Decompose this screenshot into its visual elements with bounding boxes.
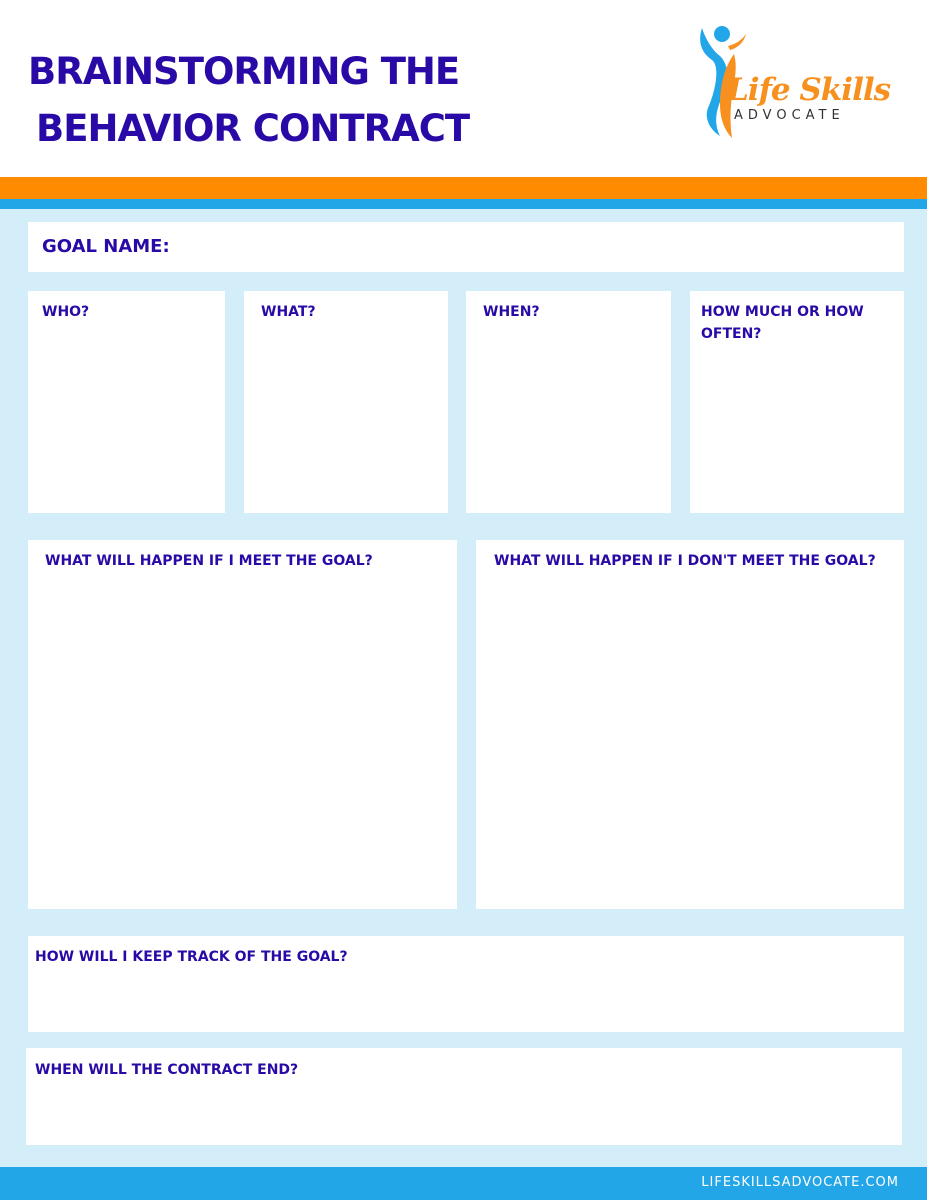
not-meet-goal-field[interactable] <box>476 540 904 909</box>
meet-goal-label: WHAT WILL HAPPEN IF I MEET THE GOAL? <box>45 553 373 569</box>
form-panel <box>0 209 927 1167</box>
logo-script-text: Life Skills <box>727 72 891 108</box>
when-label: WHEN? <box>483 304 540 320</box>
contract-end-label: WHEN WILL THE CONTRACT END? <box>35 1062 299 1078</box>
life-skills-advocate-logo <box>690 20 890 145</box>
keep-track-label: HOW WILL I KEEP TRACK OF THE GOAL? <box>35 949 348 965</box>
footer-band <box>0 1167 927 1200</box>
what-label: WHAT? <box>261 304 316 320</box>
header-blue-band <box>0 199 927 209</box>
contract-end-field[interactable] <box>26 1048 902 1145</box>
who-label: WHO? <box>42 304 90 320</box>
logo-subtitle: ADVOCATE <box>734 108 845 123</box>
not-meet-goal-label: WHAT WILL HAPPEN IF I DON'T MEET THE GOAL? <box>494 553 876 569</box>
page-title-line-2: BEHAVIOR CONTRACT <box>36 107 470 150</box>
header-orange-band <box>0 177 927 199</box>
goal-name-label: GOAL NAME: <box>42 236 170 257</box>
how-much-label: HOW MUCH OR HOW OFTEN? <box>701 304 864 342</box>
how-much-field[interactable] <box>690 291 904 513</box>
when-field[interactable] <box>466 291 671 513</box>
what-field[interactable] <box>244 291 448 513</box>
meet-goal-field[interactable] <box>28 540 457 909</box>
keep-track-field[interactable] <box>28 936 904 1032</box>
footer-url: LIFESKILLSADVOCATE.COM <box>701 1175 899 1190</box>
who-field[interactable] <box>28 291 225 513</box>
goal-name-field[interactable] <box>28 222 904 272</box>
page-title-line-1: BRAINSTORMING THE <box>28 50 460 93</box>
